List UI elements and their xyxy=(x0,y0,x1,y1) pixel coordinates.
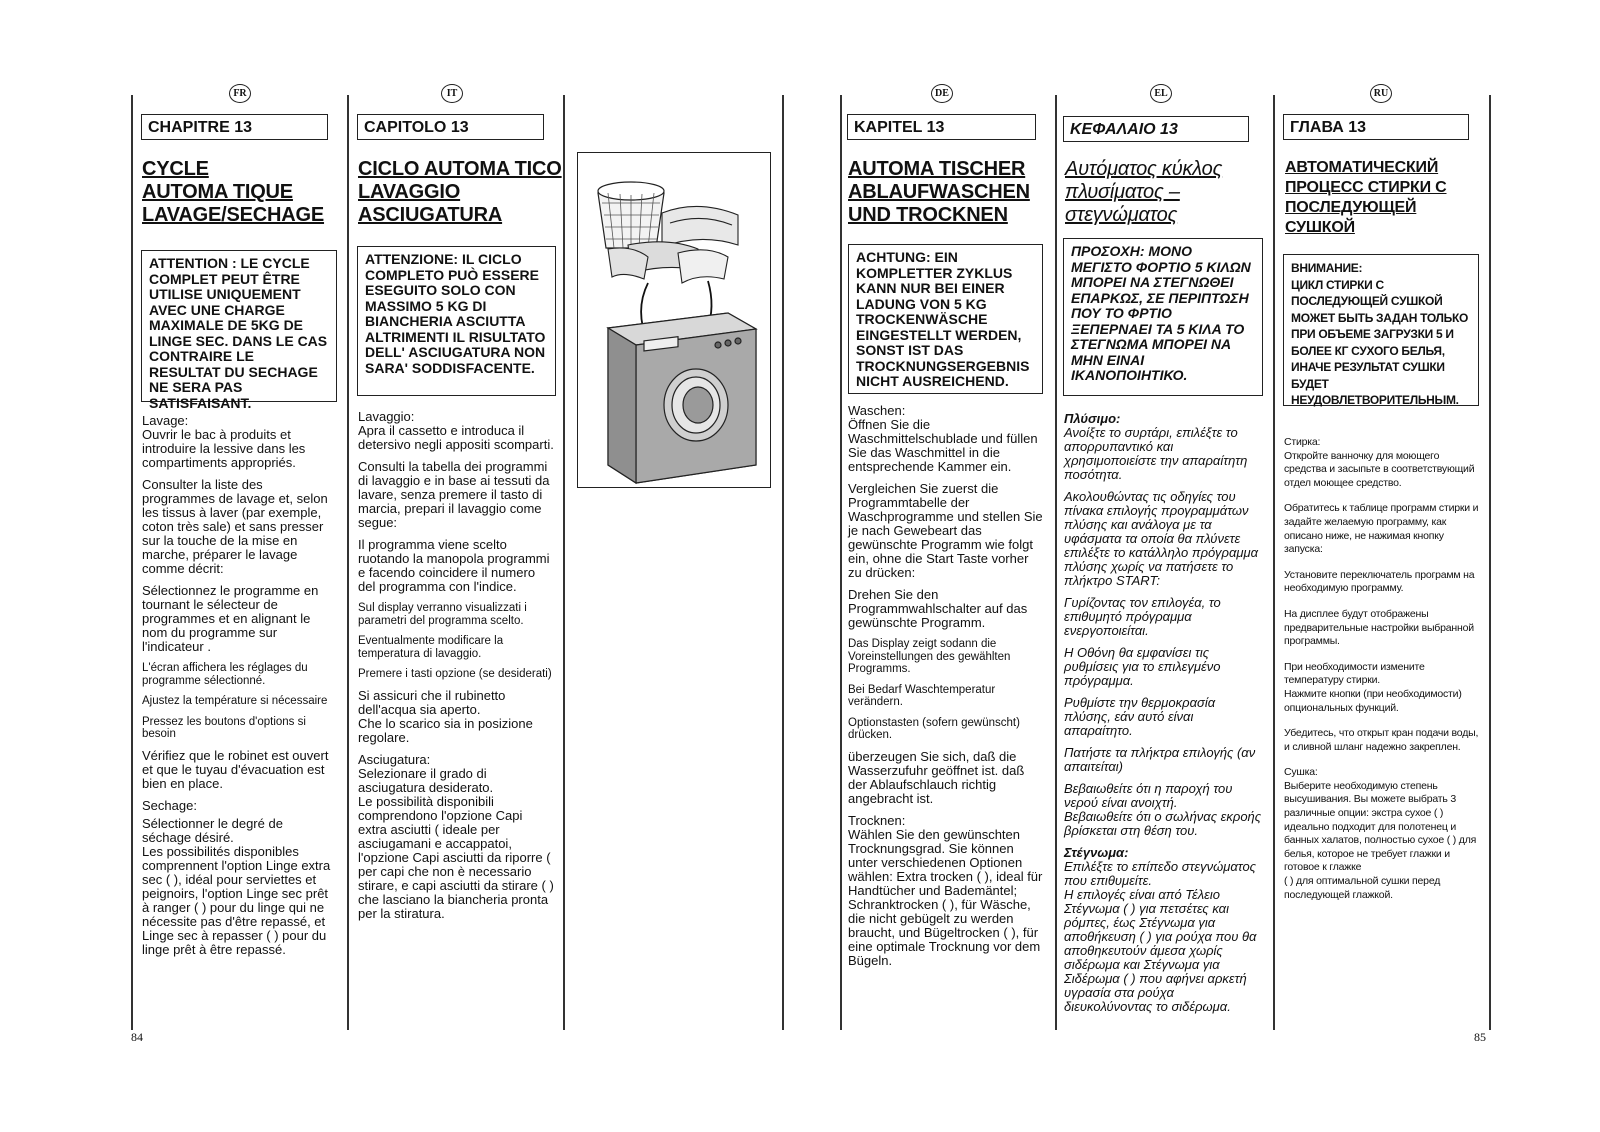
column-rule xyxy=(347,95,349,1030)
chapter-heading-el: ΚΕΦΑΛΑΙΟ 13 xyxy=(1063,116,1249,142)
paragraph: Сушка: Выберите необходимую степень высушивания. Вы можете выбрать 3 различные опции: экстра сухое ( ) идеально подходит для полотенец и банных халатов, полностью сухое ( ) для белья, которое не требует глажки и готовое к глажке ( ) для оптимальной сушки перед последующей глажкой. xyxy=(1284,766,1477,901)
paragraph: überzeugen Sie sich, daß die Wasserzufuhr geöffnet ist. daß der Ablaufschlauch richtig angebracht ist. xyxy=(848,748,1025,806)
paragraph: L'écran affichera les réglages du programme sélectionné. xyxy=(142,662,308,687)
paragraph: Drehen Sie den Programmwahlschalter auf das gewünschte Programm. xyxy=(848,587,1028,630)
paragraph: При необходимости измените температуру стирки. Нажмите кнопки (при необходимости) опциональных функций. xyxy=(1284,660,1462,714)
paragraph: Γυρίζοντας τον επιλογέα, το επιθυμητό πρόγραμμα ενεργοποιείται. xyxy=(1064,595,1221,638)
subheading: Στέγνωμα: xyxy=(1064,845,1129,860)
paragraph: Consulti la tabella dei programmi di lavaggio e in base ai tessuti da lavare, senza premere il tasto di marcia, prepari il lavaggio come segue: xyxy=(358,459,550,530)
language-flag-el: EL xyxy=(1150,84,1172,103)
chapter-heading-fr: CHAPITRE 13 xyxy=(141,114,328,140)
paragraph: Premere i tasti opzione (se desiderati) xyxy=(358,668,552,680)
column-rule xyxy=(840,95,842,1030)
column-rule xyxy=(131,95,133,1030)
paragraph: Обратитесь к таблице программ стирки и задайте желаемую программу, как описано ниже, не нажимая кнопку запуска: xyxy=(1284,502,1479,556)
paragraph: Si assicuri che il rubinetto dell'acqua sia aperto. Che lo scarico sia in posizione regolare. xyxy=(358,687,533,745)
language-flag-de: DE xyxy=(931,84,953,103)
paragraph: Lavage: Ouvrir le bac à produits et introduire la lessive dans les compartiments appropriés. xyxy=(142,413,306,470)
paragraph: Das Display zeigt sodann die Voreinstellungen des gewählten Programms. xyxy=(848,638,1011,675)
language-flag-it: IT xyxy=(441,84,463,103)
paragraph: Sélectionner le degré de séchage désiré. Les possibilités disponibles comprennent l'option Linge extra sec ( ), idéal pour serviettes et peignoirs, l'option Linge sec prêt à ranger ( ) pour du linge qui ne nécessite pas d'être repassé, et Linge sec à repasser ( ) pour du linge prêt à être repassé. xyxy=(142,815,331,957)
section-title-ru: АВТОМАТИЧЕСКИЙ ПРОЦЕСС СТИРКИ С ПОСЛЕДУЮЩЕЙ СУШКОЙ xyxy=(1285,159,1447,236)
paragraph: Pressez les boutons d'options si besoin xyxy=(142,715,306,740)
warning-box-ru: ВНИМАНИЕ: ЦИКЛ СТИРКИ С ПОСЛЕДУЮЩЕЙ СУШКОЙ МОЖЕТ БЫТЬ ЗАДАН ТОЛЬКО ПРИ ОБЪЕМЕ ЗАГРУЗКИ 5 И БОЛЕЕ КГ СУХОГО БЕЛЬЯ, ИНАЧЕ РЕЗУЛЬТАТ СУШКИ БУДЕТ НЕУДОВЛЕТВОРИТЕЛЬНЫМ. xyxy=(1283,254,1479,406)
warning-box-fr: ATTENTION : LE CYCLE COMPLET PEUT ÊTRE UTILISE UNIQUEMENT AVEC UNE CHARGE MAXIMALE DE 5KG DE LINGE SEC. DANS LE CAS CONTRAIRE LE RESULTAT DU SECHAGE NE SERA PAS SATISFAISANT. xyxy=(141,250,337,402)
paragraph: Bei Bedarf Waschtemperatur verändern. xyxy=(848,683,996,708)
subheading: Πλύσιμο: xyxy=(1064,411,1121,426)
chapter-heading-ru: ГЛАВА 13 xyxy=(1283,114,1469,140)
page-number-right: 85 xyxy=(1474,1030,1486,1044)
warning-box-it: ATTENZIONE: IL CICLO COMPLETO PUÒ ESSERE ESEGUITO SOLO CON MASSIMO 5 KG DI BIANCHERIA ASCIUTTA ALTRIMENTI IL RISULTATO DELL' ASCIUGATURA NON SARA' SODDISFACENTE. xyxy=(357,246,556,396)
paragraph: Sélectionnez le programme en tournant le sélecteur de programmes et en alignant le nom du programme sur l'indicateur . xyxy=(142,583,319,654)
paragraph: На дисплее будут отображены предварительные настройки выбранной программы. xyxy=(1284,607,1474,648)
laundry-basket-and-washer-icon xyxy=(578,153,770,487)
paragraph: Ajustez la température si nécessaire xyxy=(142,695,328,707)
column-rule xyxy=(1055,95,1057,1030)
paragraph: Vergleichen Sie zuerst die Programmtabelle der Waschprogramme und stellen Sie je nach Gewebeart das gewünschte Programm wie folgt ein, ohne die Start Taste vorher zu drücken: xyxy=(848,481,1043,580)
language-flag-fr: FR xyxy=(229,84,251,103)
body-text-ru xyxy=(1284,436,1484,914)
paragraph: Επιλέξτε το επίπεδο στεγνώματος που επιθυμείτε. Η επιλογές είναι από Τέλειο Στέγνωμα ( ) για πετσέτες και ρόμπες, έως Στέγνωμα για αποθήκευση ( ) για ρούχα που θα αποθηκευτούν άμεσα χωρίς σιδέρωμα και Στέγνωμα για Σιδέρωμα ( ) που αφήνει αρκετή υγρασία στα ρούχα διευκολύνοντας το σιδέρωμα. xyxy=(1064,859,1257,1014)
body-text-de xyxy=(848,404,1044,976)
body-text-el xyxy=(1064,412,1264,1022)
paragraph: Πατήστε τα πλήκτρα επιλογής (αν απαιτείται) xyxy=(1064,745,1256,774)
section-title-el: Αυτόματος κύκλος πλυσίματος – στεγνώματος xyxy=(1065,158,1223,226)
body-text-it xyxy=(358,410,554,929)
column-rule xyxy=(1273,95,1275,1030)
paragraph: Il programma viene scelto ruotando la manopola programmi e facendo coincidere il numero del programma con l'indice. xyxy=(358,537,550,594)
paragraph: Установите переключатель программ на необходимую программу. xyxy=(1284,568,1475,595)
paragraph: Η Οθόνη θα εμφανίσει τις ρυθμίσεις για το επιλεγμένο πρόγραμμα. xyxy=(1064,645,1221,688)
chapter-heading-de: KAPITEL 13 xyxy=(847,114,1036,140)
chapter-heading-it: CAPITOLO 13 xyxy=(357,114,544,140)
warning-box-el: ΠΡΟΣΟΧΗ: ΜΟΝΟ ΜΕΓΙΣΤΟ ΦΟΡΤΙΟ 5 ΚΙΛΩΝ ΜΠΟΡΕΙ ΝΑ ΣΤΕΓΝΩΘΕΙ ΕΠΑΡΚΩΣ, ΣΕ ΠΕΡΙΠΤΩΣΗ ΠΟΥ ΤΟ ΦΡΤΙΟ ΞΕΠΕΡΝΑΕΙ ΤΑ 5 ΚΙΛΑ ΤΟ ΣΤΕΓΝΩΜΑ ΜΠΟΡΕΙ ΝΑ ΜΗΝ ΕΙΝΑΙ ΙΚΑΝΟΠΟΙΗΤΙΚΟ. xyxy=(1063,238,1263,396)
paragraph: Optionstasten (sofern gewünscht) drücken. xyxy=(848,716,1020,741)
paragraph: Lavaggio: Apra il cassetto e introduca il detersivo negli appositi scomparti. xyxy=(358,409,554,452)
paragraph: Consulter la liste des programmes de lavage et, selon les tissus à laver (par exemple, coton très sale) et sans presser sur la touche de la mise en marche, préparer le lavage comme décrit: xyxy=(142,477,328,576)
page-number-left: 84 xyxy=(131,1030,143,1044)
paragraph: Asciugatura: Selezionare il grado di asciugatura desiderato. Le possibilità disponibili comprendono l'opzione Capi extra asciutti ( ideale per asciugamani e accappatoi, l'opzione Capi asciutti da riporre ( per capi che non è necessario stirare, e capi asciutti da stirare ( ) che lasciano la biancheria pronta per la stiratura. xyxy=(358,751,554,921)
column-rule xyxy=(1489,95,1491,1030)
body-text-fr xyxy=(142,414,334,965)
paragraph: Vérifiez que le robinet est ouvert et que le tuyau d'évacuation est bien en place. xyxy=(142,747,329,791)
column-rule xyxy=(563,95,565,1030)
section-title-de: AUTOMA TISCHER ABLAUFWASCHEN UND TROCKNEN xyxy=(848,158,1030,226)
paragraph: Убедитесь, что открыт кран подачи воды, и сливной шланг надежно закреплен. xyxy=(1284,727,1479,753)
paragraph: Стирка: Откройте ванночку для моющего средства и засыпьте в соответствующий отдел моющее средство. xyxy=(1284,436,1475,489)
paragraph: Eventualmente modificare la temperatura di lavaggio. xyxy=(358,635,504,660)
language-flag-ru: RU xyxy=(1370,84,1392,103)
paragraph: Ρυθμίστε την θερμοκρασία πλύσης, εάν αυτό είναι απαραίτητο. xyxy=(1064,695,1216,738)
section-title-it: CICLO AUTOMA TICO LAVAGGIO ASCIUGATURA xyxy=(358,158,562,226)
paragraph: Ανοίξτε το συρτάρι, επιλέξτε το απορρυπαντικό και χρησιμοποιείστε την απαραίτητη ποσότητα. xyxy=(1064,425,1248,482)
paragraph: Sul display verranno visualizzati i parametri del programma scelto. xyxy=(358,602,527,627)
warning-box-de: ACHTUNG: EIN KOMPLETTER ZYKLUS KANN NUR BEI EINER LADUNG VON 5 KG TROCKENWÄSCHE EINGESTELLT WERDEN, SONST IST DAS TROCKNUNGSERGEBNIS NICHT AUSREICHEND. xyxy=(848,244,1043,394)
paragraph: Trocknen: Wählen Sie den gewünschten Trocknungsgrad. Sie können unter verschiedenen Optionen wählen: Extra trocken ( ), ideal für Handtücher und Bademäntel; Schranktrocken ( ), für Wäsche, die nicht gebügelt zu werden braucht, und Bügeltrocken ( ), für eine optimale Trocknung vor dem Bügeln. xyxy=(848,812,1043,968)
paragraph: Βεβαιωθείτε ότι η παροχή του νερού είναι ανοιχτή. Βεβαιωθείτε ότι ο σωλήνας εκροής βρίσκεται στη θέση του. xyxy=(1064,781,1262,838)
paragraph: Sechage: xyxy=(142,797,197,813)
washer-dryer-illustration xyxy=(577,152,771,488)
paragraph: Waschen: Öffnen Sie die Waschmittelschublade und füllen Sie das Waschmittel in die entsprechende Kammer ein. xyxy=(848,403,1038,474)
paragraph: Ακολουθώντας τις οδηγίες του πίνακα επιλογής προγραμμάτων πλύσης και ανάλογα με τα υφάσματα τα οποία θα πλύνετε επιλέξτε το κατάλληλο πρόγραμμα πλύσης χωρίς να πατήσετε το πλήκτρο START: xyxy=(1064,489,1259,588)
column-rule xyxy=(782,95,784,1030)
section-title-fr: CYCLE AUTOMA TIQUE LAVAGE/SECHAGE xyxy=(142,158,325,226)
